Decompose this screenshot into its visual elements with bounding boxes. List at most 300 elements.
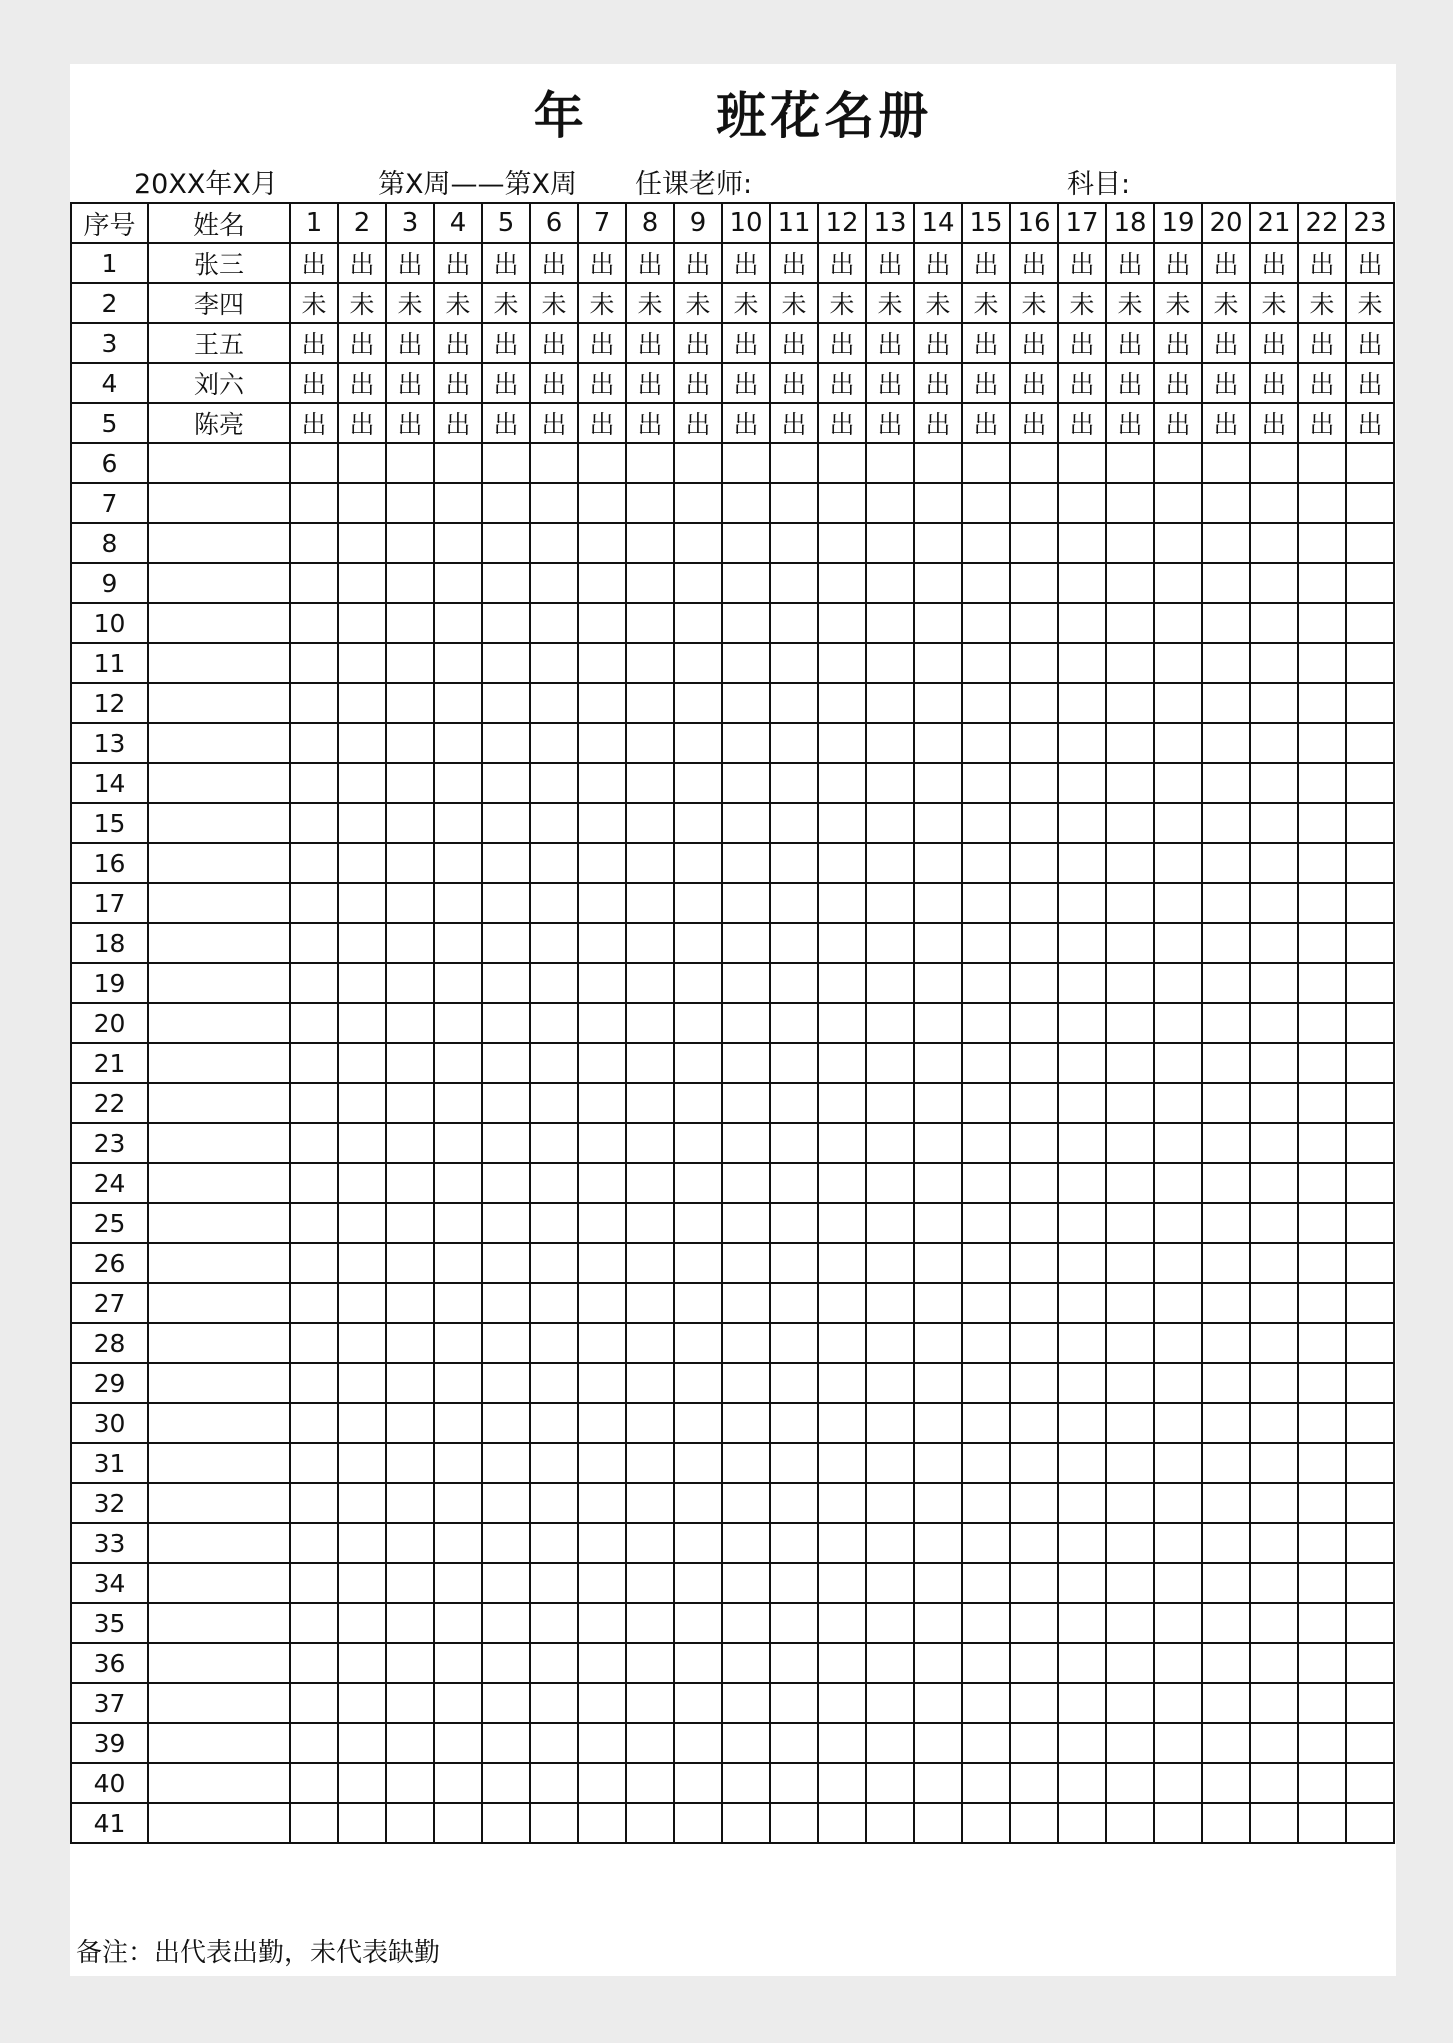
attendance-cell[interactable] (674, 1123, 722, 1163)
attendance-cell[interactable] (1058, 1723, 1106, 1763)
attendance-cell[interactable] (1202, 1043, 1250, 1083)
attendance-cell[interactable] (1346, 1043, 1394, 1083)
attendance-cell[interactable] (914, 1243, 962, 1283)
attendance-cell[interactable]: 出 (1154, 403, 1202, 443)
student-name[interactable] (148, 1683, 290, 1723)
attendance-cell[interactable] (1298, 1443, 1346, 1483)
attendance-cell[interactable] (434, 1363, 482, 1403)
attendance-cell[interactable] (1298, 923, 1346, 963)
attendance-cell[interactable] (530, 1043, 578, 1083)
attendance-cell[interactable] (914, 1683, 962, 1723)
attendance-cell[interactable] (338, 1243, 386, 1283)
attendance-cell[interactable] (338, 1563, 386, 1603)
student-name[interactable] (148, 1363, 290, 1403)
attendance-cell[interactable] (434, 1403, 482, 1443)
attendance-cell[interactable] (482, 1683, 530, 1723)
attendance-cell[interactable] (434, 563, 482, 603)
attendance-cell[interactable] (1058, 563, 1106, 603)
attendance-cell[interactable] (1154, 963, 1202, 1003)
attendance-cell[interactable] (290, 763, 338, 803)
attendance-cell[interactable] (434, 1203, 482, 1243)
attendance-cell[interactable]: 出 (722, 323, 770, 363)
attendance-cell[interactable] (1010, 1763, 1058, 1803)
attendance-cell[interactable]: 出 (482, 323, 530, 363)
attendance-cell[interactable] (1202, 603, 1250, 643)
attendance-cell[interactable] (1250, 803, 1298, 843)
attendance-cell[interactable] (434, 1043, 482, 1083)
attendance-cell[interactable] (722, 1043, 770, 1083)
attendance-cell[interactable] (1058, 763, 1106, 803)
attendance-cell[interactable] (914, 683, 962, 723)
attendance-cell[interactable] (530, 603, 578, 643)
attendance-cell[interactable] (1298, 1123, 1346, 1163)
attendance-cell[interactable] (962, 843, 1010, 883)
attendance-cell[interactable] (866, 763, 914, 803)
attendance-cell[interactable] (530, 1163, 578, 1203)
attendance-cell[interactable] (818, 1523, 866, 1563)
attendance-cell[interactable] (386, 1403, 434, 1443)
attendance-cell[interactable] (770, 1683, 818, 1723)
attendance-cell[interactable] (866, 603, 914, 643)
attendance-cell[interactable] (338, 883, 386, 923)
attendance-cell[interactable] (1154, 1203, 1202, 1243)
attendance-cell[interactable] (386, 763, 434, 803)
attendance-cell[interactable]: 未 (818, 283, 866, 323)
attendance-cell[interactable] (722, 1523, 770, 1563)
attendance-cell[interactable] (434, 1723, 482, 1763)
attendance-cell[interactable] (1010, 443, 1058, 483)
attendance-cell[interactable] (1058, 843, 1106, 883)
attendance-cell[interactable] (1058, 1003, 1106, 1043)
attendance-cell[interactable]: 未 (914, 283, 962, 323)
attendance-cell[interactable] (818, 1003, 866, 1043)
attendance-cell[interactable] (434, 803, 482, 843)
attendance-cell[interactable] (338, 1163, 386, 1203)
attendance-cell[interactable] (290, 883, 338, 923)
attendance-cell[interactable]: 出 (1298, 363, 1346, 403)
attendance-cell[interactable] (1298, 603, 1346, 643)
attendance-cell[interactable] (578, 1283, 626, 1323)
attendance-cell[interactable]: 出 (1298, 243, 1346, 283)
attendance-cell[interactable] (290, 963, 338, 1003)
attendance-cell[interactable] (914, 723, 962, 763)
attendance-cell[interactable] (338, 803, 386, 843)
attendance-cell[interactable]: 出 (530, 363, 578, 403)
attendance-cell[interactable] (1202, 1003, 1250, 1043)
attendance-cell[interactable] (626, 483, 674, 523)
attendance-cell[interactable] (962, 683, 1010, 723)
attendance-cell[interactable]: 出 (914, 363, 962, 403)
attendance-cell[interactable] (674, 923, 722, 963)
attendance-cell[interactable]: 出 (866, 363, 914, 403)
attendance-cell[interactable] (674, 963, 722, 1003)
attendance-cell[interactable] (578, 1123, 626, 1163)
attendance-cell[interactable] (626, 1203, 674, 1243)
attendance-cell[interactable] (1202, 1563, 1250, 1603)
attendance-cell[interactable]: 出 (1010, 243, 1058, 283)
attendance-cell[interactable] (626, 1003, 674, 1043)
attendance-cell[interactable] (914, 1363, 962, 1403)
attendance-cell[interactable] (530, 643, 578, 683)
attendance-cell[interactable] (386, 963, 434, 1003)
attendance-cell[interactable] (1346, 1003, 1394, 1043)
attendance-cell[interactable] (578, 1363, 626, 1403)
attendance-cell[interactable] (1106, 603, 1154, 643)
attendance-cell[interactable] (1202, 1363, 1250, 1403)
attendance-cell[interactable] (1106, 523, 1154, 563)
student-name[interactable] (148, 443, 290, 483)
attendance-cell[interactable] (338, 563, 386, 603)
attendance-cell[interactable]: 出 (578, 243, 626, 283)
attendance-cell[interactable] (530, 923, 578, 963)
attendance-cell[interactable] (1010, 683, 1058, 723)
attendance-cell[interactable] (1010, 723, 1058, 763)
attendance-cell[interactable] (770, 1723, 818, 1763)
attendance-cell[interactable] (1058, 1323, 1106, 1363)
attendance-cell[interactable] (386, 1203, 434, 1243)
attendance-cell[interactable] (338, 523, 386, 563)
attendance-cell[interactable] (1202, 1243, 1250, 1283)
attendance-cell[interactable] (386, 563, 434, 603)
attendance-cell[interactable] (914, 1723, 962, 1763)
attendance-cell[interactable] (818, 483, 866, 523)
attendance-cell[interactable] (914, 1563, 962, 1603)
attendance-cell[interactable] (962, 1083, 1010, 1123)
attendance-cell[interactable] (722, 723, 770, 763)
attendance-cell[interactable] (914, 1283, 962, 1323)
attendance-cell[interactable] (722, 843, 770, 883)
attendance-cell[interactable]: 未 (770, 283, 818, 323)
student-name[interactable] (148, 1323, 290, 1363)
attendance-cell[interactable] (290, 803, 338, 843)
attendance-cell[interactable] (338, 843, 386, 883)
attendance-cell[interactable] (338, 1123, 386, 1163)
attendance-cell[interactable] (818, 1403, 866, 1443)
attendance-cell[interactable] (386, 1803, 434, 1843)
attendance-cell[interactable] (1154, 683, 1202, 723)
attendance-cell[interactable]: 未 (1154, 283, 1202, 323)
attendance-cell[interactable] (674, 1083, 722, 1123)
attendance-cell[interactable] (1058, 1443, 1106, 1483)
attendance-cell[interactable] (722, 1603, 770, 1643)
attendance-cell[interactable] (1250, 523, 1298, 563)
attendance-cell[interactable] (722, 603, 770, 643)
attendance-cell[interactable] (578, 763, 626, 803)
attendance-cell[interactable] (1058, 603, 1106, 643)
attendance-cell[interactable] (1058, 1123, 1106, 1163)
attendance-cell[interactable] (530, 1083, 578, 1123)
attendance-cell[interactable] (338, 1683, 386, 1723)
attendance-cell[interactable] (1346, 483, 1394, 523)
attendance-cell[interactable] (1346, 843, 1394, 883)
attendance-cell[interactable] (1058, 1163, 1106, 1203)
attendance-cell[interactable] (290, 683, 338, 723)
attendance-cell[interactable] (338, 443, 386, 483)
attendance-cell[interactable]: 出 (530, 323, 578, 363)
attendance-cell[interactable] (338, 683, 386, 723)
attendance-cell[interactable] (1346, 1123, 1394, 1163)
attendance-cell[interactable]: 出 (1058, 243, 1106, 283)
attendance-cell[interactable] (1154, 1283, 1202, 1323)
attendance-cell[interactable]: 出 (1346, 323, 1394, 363)
attendance-cell[interactable] (626, 563, 674, 603)
attendance-cell[interactable] (626, 683, 674, 723)
student-name[interactable] (148, 1523, 290, 1563)
attendance-cell[interactable] (626, 1083, 674, 1123)
attendance-cell[interactable] (338, 1603, 386, 1643)
attendance-cell[interactable] (962, 963, 1010, 1003)
attendance-cell[interactable] (1106, 1403, 1154, 1443)
attendance-cell[interactable] (1154, 1243, 1202, 1283)
attendance-cell[interactable] (722, 683, 770, 723)
attendance-cell[interactable] (1010, 643, 1058, 683)
attendance-cell[interactable] (578, 1563, 626, 1603)
student-name[interactable] (148, 963, 290, 1003)
attendance-cell[interactable] (530, 523, 578, 563)
attendance-cell[interactable] (674, 1523, 722, 1563)
attendance-cell[interactable] (1010, 483, 1058, 523)
attendance-cell[interactable] (818, 1483, 866, 1523)
attendance-cell[interactable] (290, 1083, 338, 1123)
attendance-cell[interactable] (818, 1163, 866, 1203)
attendance-cell[interactable] (1346, 523, 1394, 563)
student-name[interactable] (148, 1563, 290, 1603)
attendance-cell[interactable] (1250, 1683, 1298, 1723)
attendance-cell[interactable]: 出 (1058, 363, 1106, 403)
attendance-cell[interactable] (1154, 1003, 1202, 1043)
attendance-cell[interactable] (1154, 1123, 1202, 1163)
attendance-cell[interactable] (290, 1403, 338, 1443)
attendance-cell[interactable] (1346, 1443, 1394, 1483)
attendance-cell[interactable] (770, 923, 818, 963)
attendance-cell[interactable] (626, 1563, 674, 1603)
attendance-cell[interactable] (1106, 1163, 1154, 1203)
attendance-cell[interactable] (578, 1163, 626, 1203)
attendance-cell[interactable] (1154, 883, 1202, 923)
attendance-cell[interactable] (1010, 963, 1058, 1003)
attendance-cell[interactable] (1346, 1563, 1394, 1603)
attendance-cell[interactable] (1250, 1603, 1298, 1643)
attendance-cell[interactable] (962, 1763, 1010, 1803)
attendance-cell[interactable] (1250, 1763, 1298, 1803)
attendance-cell[interactable]: 出 (1154, 323, 1202, 363)
attendance-cell[interactable] (626, 1403, 674, 1443)
attendance-cell[interactable] (530, 1683, 578, 1723)
attendance-cell[interactable] (290, 1203, 338, 1243)
attendance-cell[interactable] (434, 923, 482, 963)
attendance-cell[interactable] (1106, 1003, 1154, 1043)
attendance-cell[interactable] (1154, 923, 1202, 963)
attendance-cell[interactable] (1346, 1683, 1394, 1723)
attendance-cell[interactable] (866, 443, 914, 483)
attendance-cell[interactable] (578, 523, 626, 563)
attendance-cell[interactable] (386, 1363, 434, 1403)
attendance-cell[interactable] (1106, 843, 1154, 883)
attendance-cell[interactable] (482, 1283, 530, 1323)
attendance-cell[interactable]: 出 (626, 403, 674, 443)
student-name[interactable] (148, 843, 290, 883)
attendance-cell[interactable] (626, 1283, 674, 1323)
attendance-cell[interactable] (434, 1243, 482, 1283)
attendance-cell[interactable] (626, 1763, 674, 1803)
attendance-cell[interactable] (338, 1003, 386, 1043)
attendance-cell[interactable] (1010, 1803, 1058, 1843)
student-name[interactable] (148, 763, 290, 803)
attendance-cell[interactable]: 出 (1346, 363, 1394, 403)
attendance-cell[interactable] (1250, 1123, 1298, 1163)
attendance-cell[interactable] (770, 1123, 818, 1163)
attendance-cell[interactable]: 出 (1058, 403, 1106, 443)
attendance-cell[interactable]: 出 (386, 363, 434, 403)
attendance-cell[interactable] (1298, 1283, 1346, 1323)
attendance-cell[interactable] (290, 1763, 338, 1803)
attendance-cell[interactable] (770, 763, 818, 803)
attendance-cell[interactable] (482, 1243, 530, 1283)
attendance-cell[interactable] (1202, 443, 1250, 483)
attendance-cell[interactable] (962, 1403, 1010, 1443)
attendance-cell[interactable] (962, 483, 1010, 523)
attendance-cell[interactable] (530, 683, 578, 723)
attendance-cell[interactable] (1250, 1483, 1298, 1523)
attendance-cell[interactable] (962, 643, 1010, 683)
attendance-cell[interactable] (866, 843, 914, 883)
attendance-cell[interactable] (1010, 1523, 1058, 1563)
attendance-cell[interactable]: 出 (530, 243, 578, 283)
attendance-cell[interactable] (482, 803, 530, 843)
attendance-cell[interactable] (1058, 1403, 1106, 1443)
attendance-cell[interactable] (1202, 843, 1250, 883)
attendance-cell[interactable] (770, 603, 818, 643)
attendance-cell[interactable] (626, 443, 674, 483)
attendance-cell[interactable] (818, 1643, 866, 1683)
attendance-cell[interactable] (1106, 1123, 1154, 1163)
attendance-cell[interactable] (290, 523, 338, 563)
student-name[interactable] (148, 1163, 290, 1203)
attendance-cell[interactable] (722, 1803, 770, 1843)
attendance-cell[interactable] (1058, 1363, 1106, 1403)
attendance-cell[interactable] (962, 1723, 1010, 1763)
attendance-cell[interactable] (1202, 1443, 1250, 1483)
attendance-cell[interactable] (674, 843, 722, 883)
attendance-cell[interactable] (818, 1203, 866, 1243)
attendance-cell[interactable] (530, 563, 578, 603)
attendance-cell[interactable] (1250, 1163, 1298, 1203)
attendance-cell[interactable] (962, 723, 1010, 763)
attendance-cell[interactable] (1250, 1083, 1298, 1123)
attendance-cell[interactable] (434, 523, 482, 563)
attendance-cell[interactable] (626, 1603, 674, 1643)
attendance-cell[interactable]: 未 (674, 283, 722, 323)
attendance-cell[interactable] (1154, 1803, 1202, 1843)
attendance-cell[interactable]: 出 (962, 403, 1010, 443)
attendance-cell[interactable] (1154, 1363, 1202, 1403)
attendance-cell[interactable] (1106, 483, 1154, 523)
attendance-cell[interactable] (530, 1323, 578, 1363)
attendance-cell[interactable]: 出 (434, 243, 482, 283)
attendance-cell[interactable] (482, 1563, 530, 1603)
attendance-cell[interactable] (578, 883, 626, 923)
attendance-cell[interactable] (1010, 923, 1058, 963)
attendance-cell[interactable]: 未 (386, 283, 434, 323)
attendance-cell[interactable] (866, 803, 914, 843)
attendance-cell[interactable] (1202, 883, 1250, 923)
attendance-cell[interactable] (434, 1123, 482, 1163)
attendance-cell[interactable] (1250, 603, 1298, 643)
attendance-cell[interactable]: 未 (1202, 283, 1250, 323)
attendance-cell[interactable] (434, 1523, 482, 1563)
attendance-cell[interactable] (1010, 1323, 1058, 1363)
attendance-cell[interactable] (1058, 1243, 1106, 1283)
attendance-cell[interactable] (866, 1723, 914, 1763)
attendance-cell[interactable] (818, 683, 866, 723)
attendance-cell[interactable] (1106, 563, 1154, 603)
attendance-cell[interactable] (770, 1763, 818, 1803)
attendance-cell[interactable]: 出 (434, 403, 482, 443)
attendance-cell[interactable] (866, 723, 914, 763)
attendance-cell[interactable] (530, 443, 578, 483)
attendance-cell[interactable] (866, 923, 914, 963)
attendance-cell[interactable] (530, 1443, 578, 1483)
attendance-cell[interactable] (1010, 523, 1058, 563)
attendance-cell[interactable] (914, 1083, 962, 1123)
attendance-cell[interactable] (914, 1643, 962, 1683)
student-name[interactable] (148, 803, 290, 843)
attendance-cell[interactable] (482, 1163, 530, 1203)
attendance-cell[interactable] (290, 723, 338, 763)
attendance-cell[interactable] (434, 643, 482, 683)
attendance-cell[interactable] (962, 763, 1010, 803)
student-name[interactable] (148, 603, 290, 643)
attendance-cell[interactable] (482, 683, 530, 723)
attendance-cell[interactable] (722, 1763, 770, 1803)
attendance-cell[interactable] (1058, 1683, 1106, 1723)
attendance-cell[interactable] (1010, 1483, 1058, 1523)
student-name[interactable] (148, 1723, 290, 1763)
attendance-cell[interactable] (722, 763, 770, 803)
attendance-cell[interactable] (962, 1243, 1010, 1283)
attendance-cell[interactable] (1154, 1523, 1202, 1563)
attendance-cell[interactable] (770, 1403, 818, 1443)
attendance-cell[interactable] (578, 1323, 626, 1363)
attendance-cell[interactable] (386, 603, 434, 643)
attendance-cell[interactable] (962, 1443, 1010, 1483)
attendance-cell[interactable] (818, 1763, 866, 1803)
attendance-cell[interactable] (962, 1363, 1010, 1403)
attendance-cell[interactable]: 出 (818, 323, 866, 363)
attendance-cell[interactable] (530, 963, 578, 1003)
attendance-cell[interactable] (1106, 803, 1154, 843)
attendance-cell[interactable] (818, 443, 866, 483)
attendance-cell[interactable] (1058, 1483, 1106, 1523)
attendance-cell[interactable] (1346, 883, 1394, 923)
attendance-cell[interactable]: 未 (434, 283, 482, 323)
attendance-cell[interactable] (914, 1203, 962, 1243)
attendance-cell[interactable] (1106, 1523, 1154, 1563)
attendance-cell[interactable]: 未 (578, 283, 626, 323)
attendance-cell[interactable] (1058, 1763, 1106, 1803)
attendance-cell[interactable] (338, 1403, 386, 1443)
attendance-cell[interactable]: 出 (1298, 403, 1346, 443)
attendance-cell[interactable] (866, 1643, 914, 1683)
attendance-cell[interactable]: 出 (482, 363, 530, 403)
attendance-cell[interactable] (962, 1323, 1010, 1363)
attendance-cell[interactable] (722, 1563, 770, 1603)
attendance-cell[interactable] (386, 443, 434, 483)
attendance-cell[interactable] (1058, 683, 1106, 723)
attendance-cell[interactable] (722, 1243, 770, 1283)
attendance-cell[interactable]: 出 (770, 323, 818, 363)
attendance-cell[interactable] (338, 723, 386, 763)
